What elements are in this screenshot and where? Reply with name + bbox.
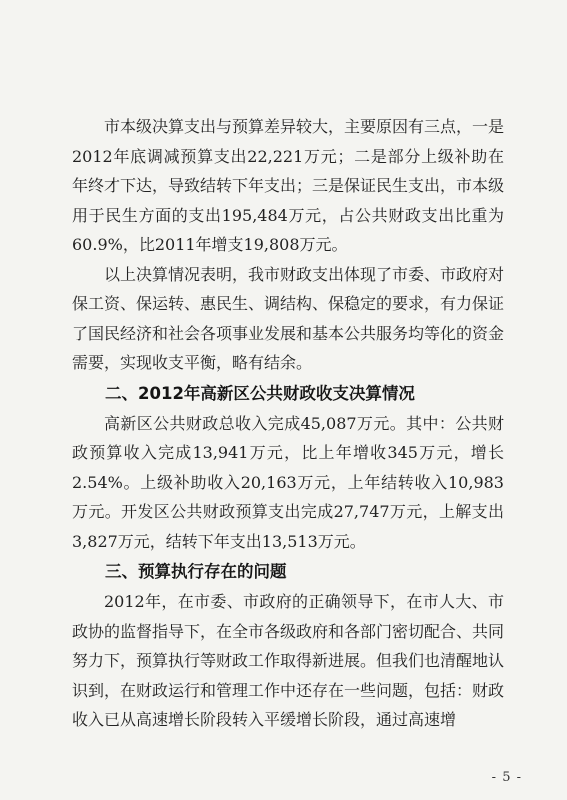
paragraph-budget-difference: 市本级决算支出与预算差异较大，主要原因有三点，一是2012年底调减预算支出22,221万元；二是部分上级补助在年终才下达，导致结转下年支出；三是保证民生支出，市本级用于民生方面的支出195,484万元，占公共财政支出比重为60.9%，比2011年增支19,808万元。 xyxy=(72,117,505,254)
document-body xyxy=(72,112,504,735)
section-heading-hitech-zone: 二、2012年高新区公共财政收支决算情况 xyxy=(105,383,415,403)
section-heading-problems: 三、预算执行存在的问题 xyxy=(105,562,287,581)
paragraph-hitech-zone: 高新区公共财政总收入完成45,087万元。其中：公共财政预算收入完成13,941万元，比上年增收345万元，增长2.54%。上级补助收入20,163万元，上年结转收入10,983万元。开发区公共财政预算支出完成27,747万元，上解支出3,827万元，结转下年支出13,513万元。 xyxy=(72,413,504,551)
page-number: - 5 - xyxy=(491,770,522,785)
paragraph-summary: 以上决算情况表明，我市财政支出体现了市委、市政府对保工资、保运转、惠民生、调结构、保稳定的要求，有力保证了国民经济和社会各项事业发展和基本公共服务均等化的资金需要，实现收支平衡，略有结余。 xyxy=(72,264,505,372)
paragraph-problems: 2012年，在市委、市政府的正确领导下，在市人大、市政协的监督指导下，在全市各级政府和各部门密切配合、共同努力下，预算执行等财政工作取得新进展。但我们也清醒地认识到，在财政运行和管理工作中还存在一些问题，包括：财政收入已从高速增长阶段转入平缓增长阶段，通过高速增 xyxy=(72,592,505,729)
